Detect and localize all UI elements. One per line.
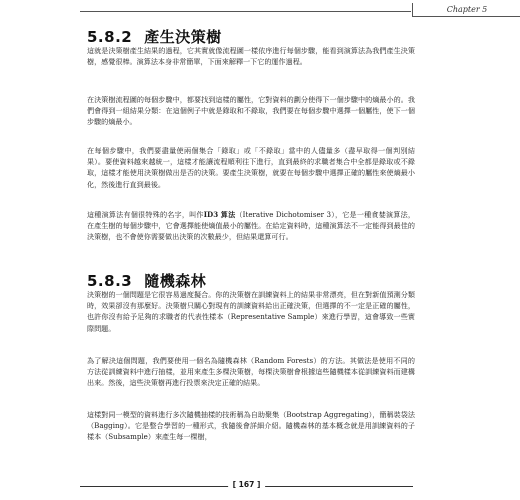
page-footer <box>80 479 413 493</box>
chapter-label: Chapter 5 <box>412 3 520 17</box>
paragraph: 這樣對同一模型的資料進行多次隨機抽樣的技術稱為自助聚集（Bootstrap Aggregating），簡稱裝袋法（Bagging）。它是整合學習的一種形式，我隨後會詳細介紹。隨機森林的基本概念就是用訓練資料的子樣本（Subsample）來產生每一棵樹， <box>87 410 415 442</box>
paragraph: 這就是決策樹產生結果的過程，它其實就像流程圖一樣依序進行每個步驟，能看到演算法為我們產生決策樹，感覺很棒。演算法本身非常簡單，下面來解釋一下它的運作過程。 <box>87 46 415 67</box>
header-rule <box>80 11 411 12</box>
section-number: 5.8.2 <box>87 28 133 46</box>
section-title: 產生決策樹 <box>144 28 222 46</box>
paragraph: 在每個步驟中，我們要盡量使兩個集合「錄取」或「不錄取」當中的人儘量多（盡早取得一個判別結果）。要使資料越來越統一，這樣才能讓流程順利往下進行，直到最終的求職者集合中全都是錄取或不錄取，這樣才能使用決策樹做出是否的決策。要產生決策樹，就要在每個步驟中選擇正確的屬性來使熵最小化，然後進行直到最後。 <box>87 146 415 189</box>
section-number: 5.8.3 <box>87 272 133 290</box>
section-heading-5-8-3 <box>87 270 206 291</box>
paragraph <box>87 209 415 243</box>
paragraph-text: 這種演算法有個很特殊的名字，叫作 <box>87 210 204 219</box>
paragraph: 在決策樹流程圖的每個步驟中，都要找到這樣的屬性，它對資料的劃分使得下一個步驟中的熵最小的。我們會得到一組結果分類：在這個例子中就是錄取和不錄取，我們要在每個步驟中選擇一個屬性，使下一個步驟的熵最小。 <box>87 95 415 127</box>
paragraph: 決策樹的一個問題是它很容易過度擬合。你的決策樹在訓練資料上的結果非常漂亮，但在對新值預測分類時，效果卻沒有那麼好。決策樹只關心對現有的訓練資料給出正確決策，但選擇的不一定是正確的屬性，也許你沒有給予足夠的求職者的代表性樣本（Representative Sample）來進行學習，這會導致一些實際問題。 <box>87 290 415 333</box>
algorithm-name: ID3 算法 <box>203 210 236 219</box>
paragraph: 為了解決這個問題，我們要使用一個名為隨機森林（Random Forests）的方法。其做法是使用不同的方法從訓練資料中進行抽樣，並用來產生多棵決策樹，每棵決策樹會根據這些隨機樣本從訓練資料而建構出來。然後，這些決策樹再進行投票來決定正確的結果。 <box>87 356 415 388</box>
section-heading-5-8-2 <box>87 26 222 47</box>
paragraph-text: （Iterative Dichotomiser 3），它是一種貪婪演算法，在產生樹的每個步驟中，它會選擇能使熵值最小的屬性。在給定資料時，這種演算法不一定能得到最佳的決策樹，也不會使你需要做出決策的次數最少，但結果還算可行。 <box>87 210 415 242</box>
page-number: [ 167 ] <box>228 480 266 489</box>
section-title: 隨機森林 <box>144 272 207 290</box>
